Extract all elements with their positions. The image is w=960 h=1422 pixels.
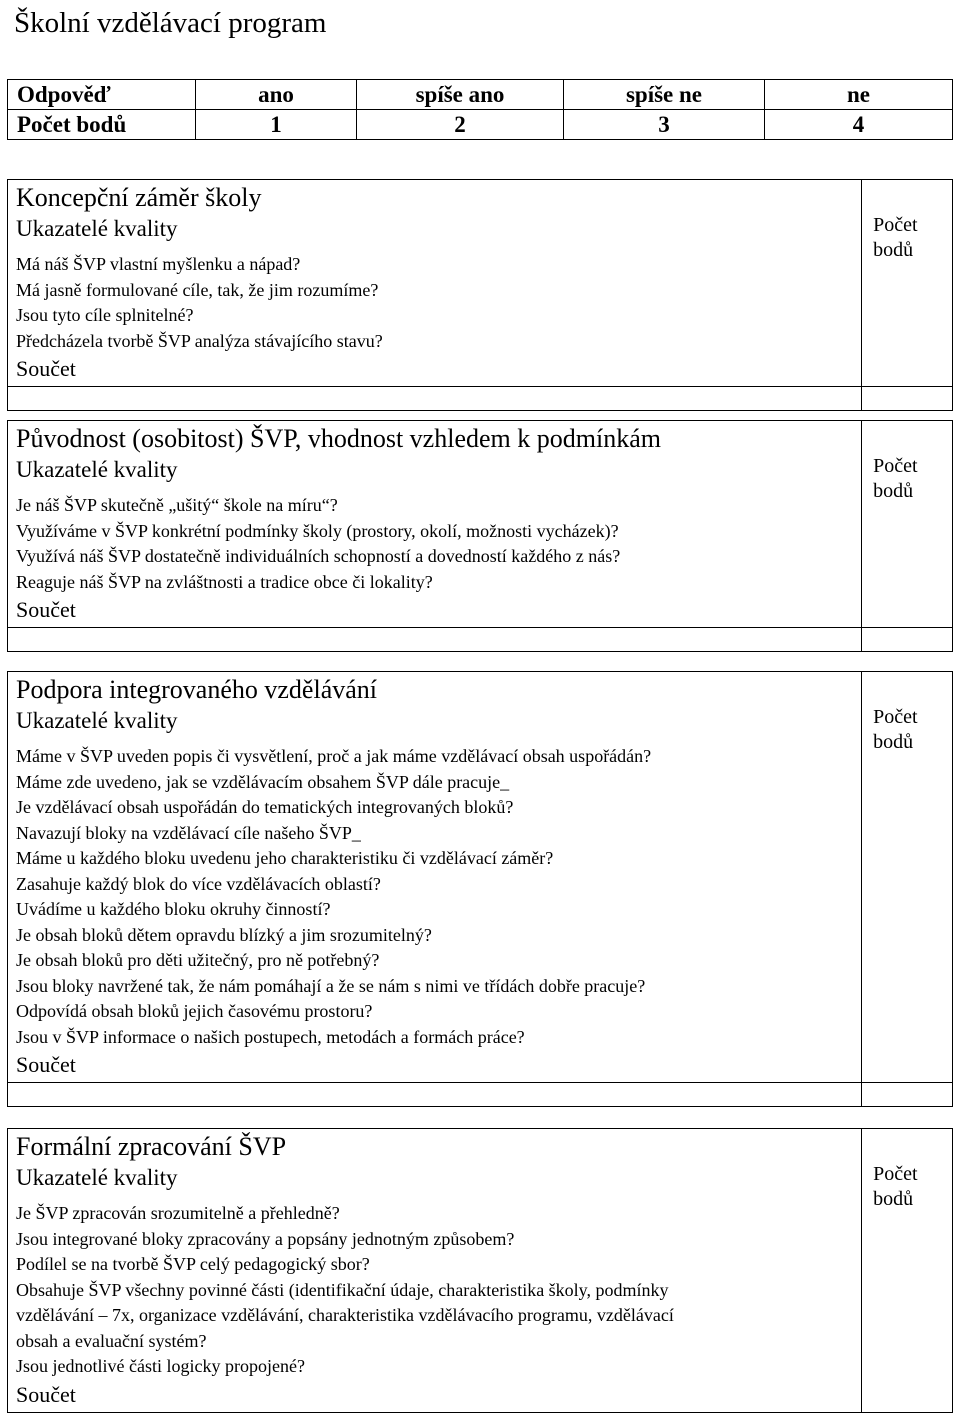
section-table (7, 671, 953, 1107)
question: Zasahuje každý blok do více vzdělávacích oblastí? (16, 873, 381, 894)
section-title: Formální zpracování ŠVP (16, 1132, 287, 1161)
question: Máme u každého bloku uvedenu jeho charakteristiku či vzdělávací záměr? (16, 848, 554, 868)
question: Předcházela tvorbě ŠVP analýza stávajícího stavu? (16, 330, 383, 351)
points-label: Počet bodů (8, 110, 196, 140)
points-3: 3 (564, 110, 765, 140)
answer-4: ne (765, 80, 953, 110)
indicators-label: Ukazatelé kvality (16, 457, 178, 482)
question: Uvádíme u každého bloku okruhy činností? (16, 899, 331, 919)
spacer-cell (862, 1083, 953, 1107)
points-header: Počet bodů (873, 455, 918, 502)
question: Máme v ŠVP uveden popis či vysvětlení, proč a jak máme vzdělávací obsah uspořádán? (16, 746, 652, 766)
points-1: 1 (196, 110, 357, 140)
question: Jsou tyto cíle splnitelné? (16, 305, 194, 325)
indicators-label: Ukazatelé kvality (16, 1165, 178, 1190)
spacer-cell (862, 628, 953, 652)
section-main-cell (8, 421, 862, 628)
sum-label: Součet (16, 1052, 76, 1077)
question: Máme zde uvedeno, jak se vzdělávacím obsahem ŠVP dále pracuje_ (16, 771, 510, 792)
page-title: Školní vzdělávací program (14, 7, 327, 39)
question: Využívá náš ŠVP dostatečně individuálních schopností a dovedností každého z nás? (16, 546, 621, 566)
question: Využíváme v ŠVP konkrétní podmínky školy (prostory, okolí, možnosti vycházek)? (16, 520, 619, 541)
section-title: Koncepční záměr školy (16, 183, 262, 212)
question: vzdělávání – 7x, organizace vzdělávání, charakteristika vzdělávacího programu, vzdělávací (16, 1305, 674, 1325)
spacer-cell (862, 387, 953, 411)
section-main-cell (8, 672, 862, 1083)
spacer-cell (8, 628, 862, 652)
section-main-cell (8, 1129, 862, 1413)
question: Jsou v ŠVP informace o našich postupech, metodách a formách práce? (16, 1026, 525, 1047)
spacer-cell (8, 1083, 862, 1107)
question: Je vzdělávací obsah uspořádán do tematických integrovaných bloků? (16, 797, 514, 817)
spacer-cell (8, 387, 862, 411)
sum-label: Součet (16, 1381, 76, 1407)
question: Navazují bloky na vzdělávací cíle našeho ŠVP_ (16, 822, 361, 843)
section-title: Původnost (osobitost) ŠVP, vhodnost vzhledem k podmínkám (16, 424, 661, 453)
points-header: Počet bodů (873, 1163, 918, 1210)
question: Podílel se na tvorbě ŠVP celý pedagogický sbor? (16, 1254, 370, 1274)
sum-label: Součet (16, 356, 76, 381)
question: Odpovídá obsah bloků jejich časovému prostoru? (16, 1001, 373, 1021)
answer-1: ano (196, 80, 357, 110)
indicators-label: Ukazatelé kvality (16, 708, 178, 733)
answer-2: spíše ano (357, 80, 564, 110)
points-column (862, 421, 953, 628)
section-title: Podpora integrovaného vzdělávání (16, 675, 377, 704)
question: obsah a evaluační systém? (16, 1330, 207, 1351)
answer-3: spíše ne (564, 80, 765, 110)
section-table (7, 179, 953, 411)
question: Je obsah bloků dětem opravdu blízký a jim srozumitelný? (16, 924, 432, 945)
points-column (862, 672, 953, 1083)
answer-label: Odpověď (8, 80, 196, 110)
question: Reaguje náš ŠVP na zvláštnosti a tradice obce či lokality? (16, 571, 433, 592)
question: Je obsah bloků pro děti užitečný, pro ně potřebný? (16, 950, 380, 970)
question: Je ŠVP zpracován srozumitelně a přehledně? (16, 1203, 340, 1223)
sum-label: Součet (16, 597, 76, 622)
section-table (7, 420, 953, 652)
question: Jsou integrované bloky zpracovány a popsány jednotným způsobem? (16, 1228, 515, 1249)
points-4: 4 (765, 110, 953, 140)
section-table (7, 1128, 953, 1413)
question: Obsahuje ŠVP všechny povinné části (identifikační údaje, charakteristika školy, podmínky (16, 1279, 669, 1300)
points-column (862, 1129, 953, 1413)
section-main-cell (8, 180, 862, 387)
points-2: 2 (357, 110, 564, 140)
answer-row (8, 80, 953, 110)
points-column (862, 180, 953, 387)
points-header: Počet bodů (873, 214, 918, 261)
question: Má jasně formulované cíle, tak, že jim rozumíme? (16, 279, 379, 300)
points-row (8, 110, 953, 140)
score-legend-table (7, 79, 953, 140)
indicators-label: Ukazatelé kvality (16, 216, 178, 241)
points-header: Počet bodů (873, 706, 918, 753)
question: Jsou bloky navržené tak, že nám pomáhají a že se nám s nimi ve třídách dobře pracuje? (16, 975, 646, 996)
question: Je náš ŠVP skutečně „ušitý“ škole na míru“? (16, 495, 338, 515)
question: Jsou jednotlivé části logicky propojené? (16, 1356, 305, 1376)
question: Má náš ŠVP vlastní myšlenku a nápad? (16, 254, 301, 274)
